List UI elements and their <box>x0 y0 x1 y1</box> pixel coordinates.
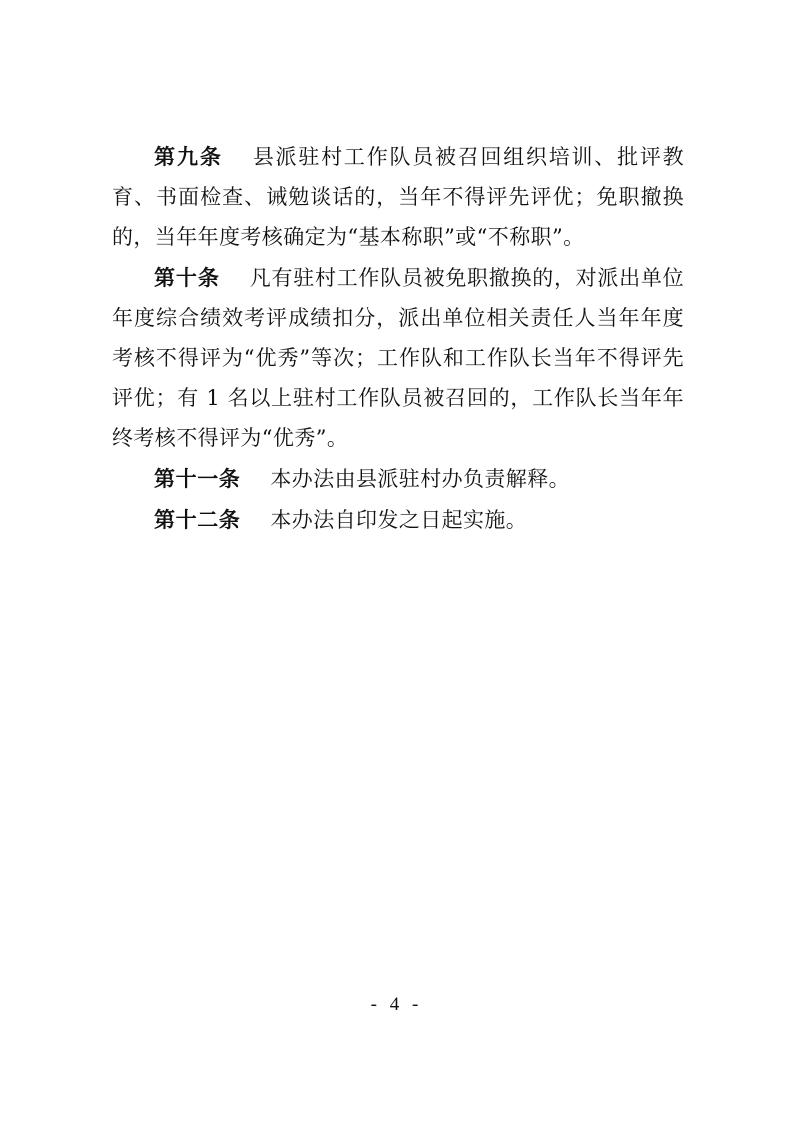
article-label: 第十二条 <box>154 508 241 532</box>
article-11 <box>112 459 684 499</box>
article-text: 本办法由县派驻村办负责解释。 <box>270 467 571 491</box>
page-number: - 4 - <box>370 994 423 1015</box>
article-label: 第十条 <box>154 266 220 290</box>
article-text: 凡有驻村工作队员被免职撤换的，对派出单位年度综合绩效考评成绩扣分，派出单位相关责任人当年年度考核不得评为“优秀”等次；工作队和工作队长当年不得评先评优；有 1 名以上驻村工作队员被召回的，工作队长当年年终考核不得评为“优秀”。 <box>112 266 684 450</box>
article-label: 第十一条 <box>154 467 241 491</box>
article-text: 县派驻村工作队员被召回组织培训、批评教育、书面检查、诫勉谈话的，当年不得评先评优；免职撤换的，当年年度考核确定为“基本称职”或“不称职”。 <box>112 145 684 249</box>
article-10 <box>112 258 684 458</box>
article-9 <box>112 137 684 257</box>
article-12 <box>112 500 684 540</box>
document-body <box>112 137 684 541</box>
article-text: 本办法自印发之日起实施。 <box>270 508 528 532</box>
article-label: 第九条 <box>154 145 223 169</box>
